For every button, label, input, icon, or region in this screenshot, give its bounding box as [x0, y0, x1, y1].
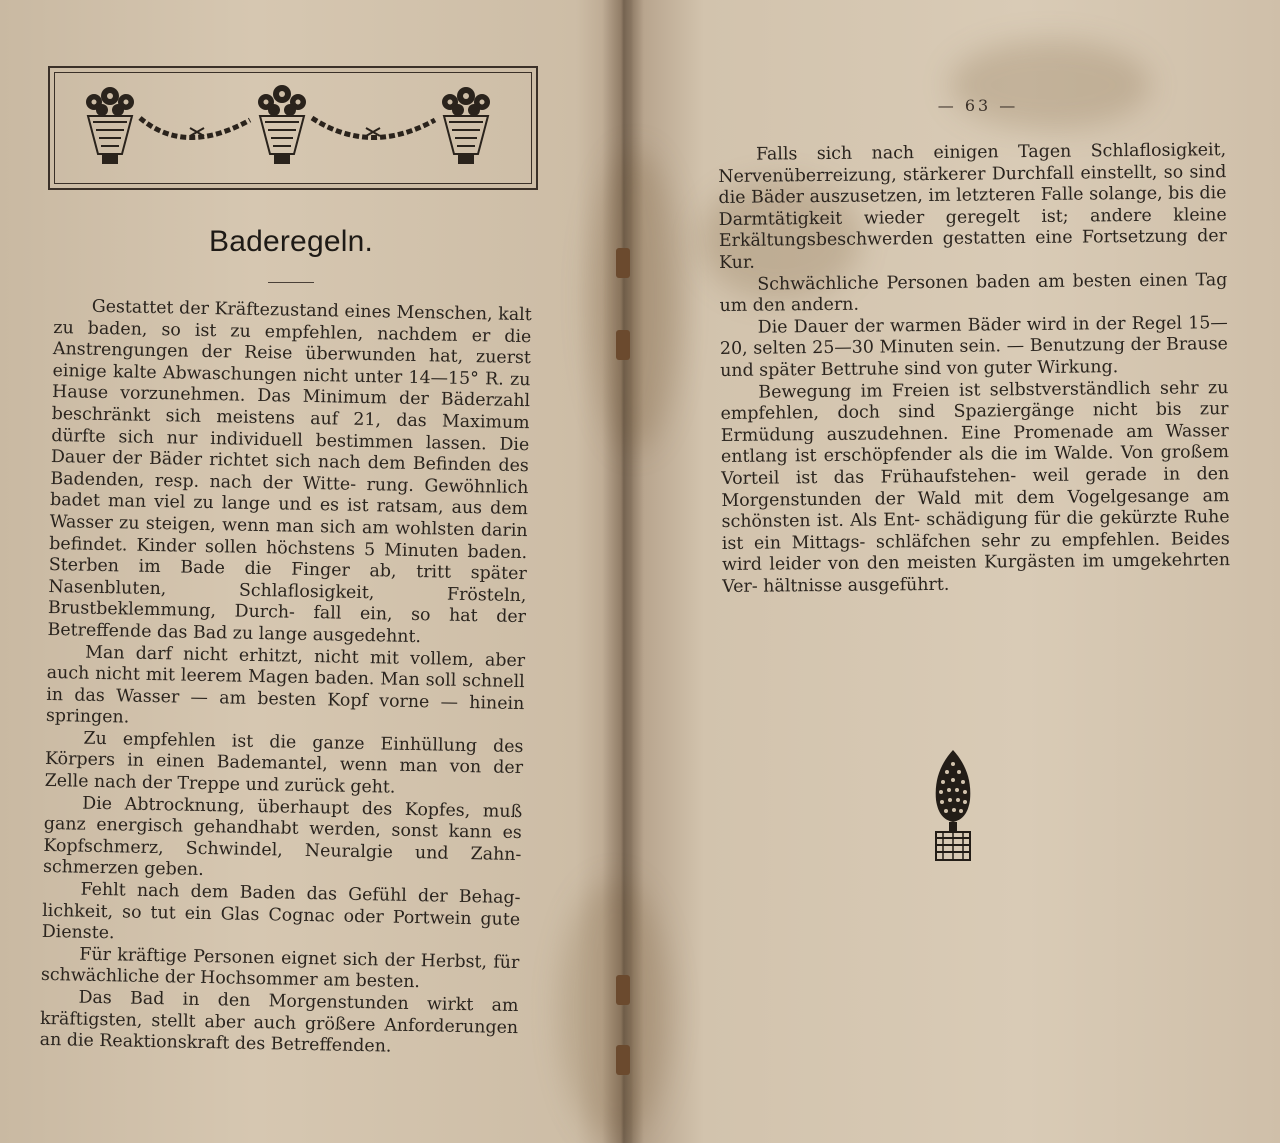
- paragraph: Die Dauer der warmen Bäder wird in der Regel 15—20, selten 25—30 Minuten sein. — Benutzung der Brause und später Bettruhe sind von guter Wirkung.: [719, 312, 1229, 381]
- title-divider: [268, 282, 314, 283]
- paragraph: Schwächliche Personen baden am besten einen Tag um den andern.: [719, 269, 1228, 317]
- paragraph: Man darf nicht erhitzt, nicht mit vollem, aber auch nicht mit leerem Magen baden. Man soll schnell in das Wasser — am besten Kopf vorne — hinein springen.: [45, 642, 526, 728]
- right-body-text: [718, 140, 1230, 598]
- paragraph: Das Bad in den Morgenstunden wirkt am kräftigsten, stellt aber auch größere Anforderungen an die Reaktionskraft des Betreffenden.: [39, 987, 519, 1057]
- left-page: [0, 0, 612, 1143]
- binding-staple: [616, 975, 630, 1005]
- binding-staple: [616, 330, 630, 360]
- flower-basket-garland-icon: [48, 66, 538, 190]
- paragraph: Falls sich nach einigen Tagen Schlaflosigkeit, Nervenüberreizung, stärkerer Durchfall einstellt, so sind die Bäder auszusetzen, im letzteren Falle solange, bis die Darmtätigkeit wieder geregelt ist; andere kleine Erkältungsbeschwerden gestatten eine Fortsetzung der Kur.: [718, 140, 1227, 273]
- paragraph: Zu empfehlen ist die ganze Einhüllung des Körpers in einen Bademantel, wenn man von der Zelle nach der Treppe und zurück geht.: [44, 728, 524, 798]
- page-number: — 63 —: [937, 96, 1019, 115]
- paragraph: Bewegung im Freien ist selbstverständlich sehr zu empfehlen, doch sind Spaziergänge nicht bis zur Ermüdung auszudehnen. Eine Promenade am Wasser entlang ist erschöpfender als die im Walde. Von großem Vorteil ist das Frühaufstehen- weil gerade in den Morgenstunden der Wald mit dem Vogelgesange am schönsten ist. Als Ent- schädigung für die gekürzte Ruhe ist ein Mittags- schläfchen sehr zu empfehlen. Beides wird leider von den meisten Kurgästen im umgekehrten Ver- hältnisse ausgeführt.: [720, 377, 1231, 597]
- paragraph: Gestattet der Kräftezustand eines Menschen, kalt zu baden, so ist zu empfehlen, nachdem er die Anstrengungen der Reise überwunden hat, zuerst einige kalte Abwaschungen nicht unter 14—15° R. zu Hause vorzunehmen. Das Minimum der Bäderzahl beschränkt sich meistens auf 21, das Maximum dürfte sich nur individuell bestimmen lassen. Die Dauer der Bäder richtet sich nach dem Befinden des Badenden, resp. nach der Witte- rung. Gewöhnlich badet man viel zu lange und es ist ratsam, aus dem Wasser zu steigen, wenn man sich am wohlsten darin befindet. Kinder sollen höchstens 5 Minuten baden. Sterben im Bade die Finger ab, tritt später Nasenbluten, Schlaflosigkeit, Frösteln, Brustbeklemmung, Durch- fall ein, so hat der Betreffende das Bad zu lange ausgedehnt.: [47, 296, 532, 648]
- page-title: Baderegeln.: [209, 225, 373, 258]
- paragraph: Die Abtrocknung, überhaupt des Kopfes, muß ganz energisch gehandhabt werden, sonst kann es Kopfschmerz, Schwindel, Neuralgie und Zahn- schmerzen geben.: [42, 793, 523, 881]
- binding-staple: [616, 248, 630, 278]
- binding-staple: [616, 1045, 630, 1075]
- topiary-tree-icon: [930, 748, 976, 868]
- paragraph: Fehlt nach dem Baden das Gefühl der Behag- lichkeit, so tut ein Glas Cognac oder Portwein gute Dienste.: [41, 879, 521, 944]
- paragraph: Für kräftige Personen eignet sich der Herbst, für schwächliche der Hochsommer am besten.: [40, 944, 520, 993]
- left-body-text: [39, 296, 531, 1061]
